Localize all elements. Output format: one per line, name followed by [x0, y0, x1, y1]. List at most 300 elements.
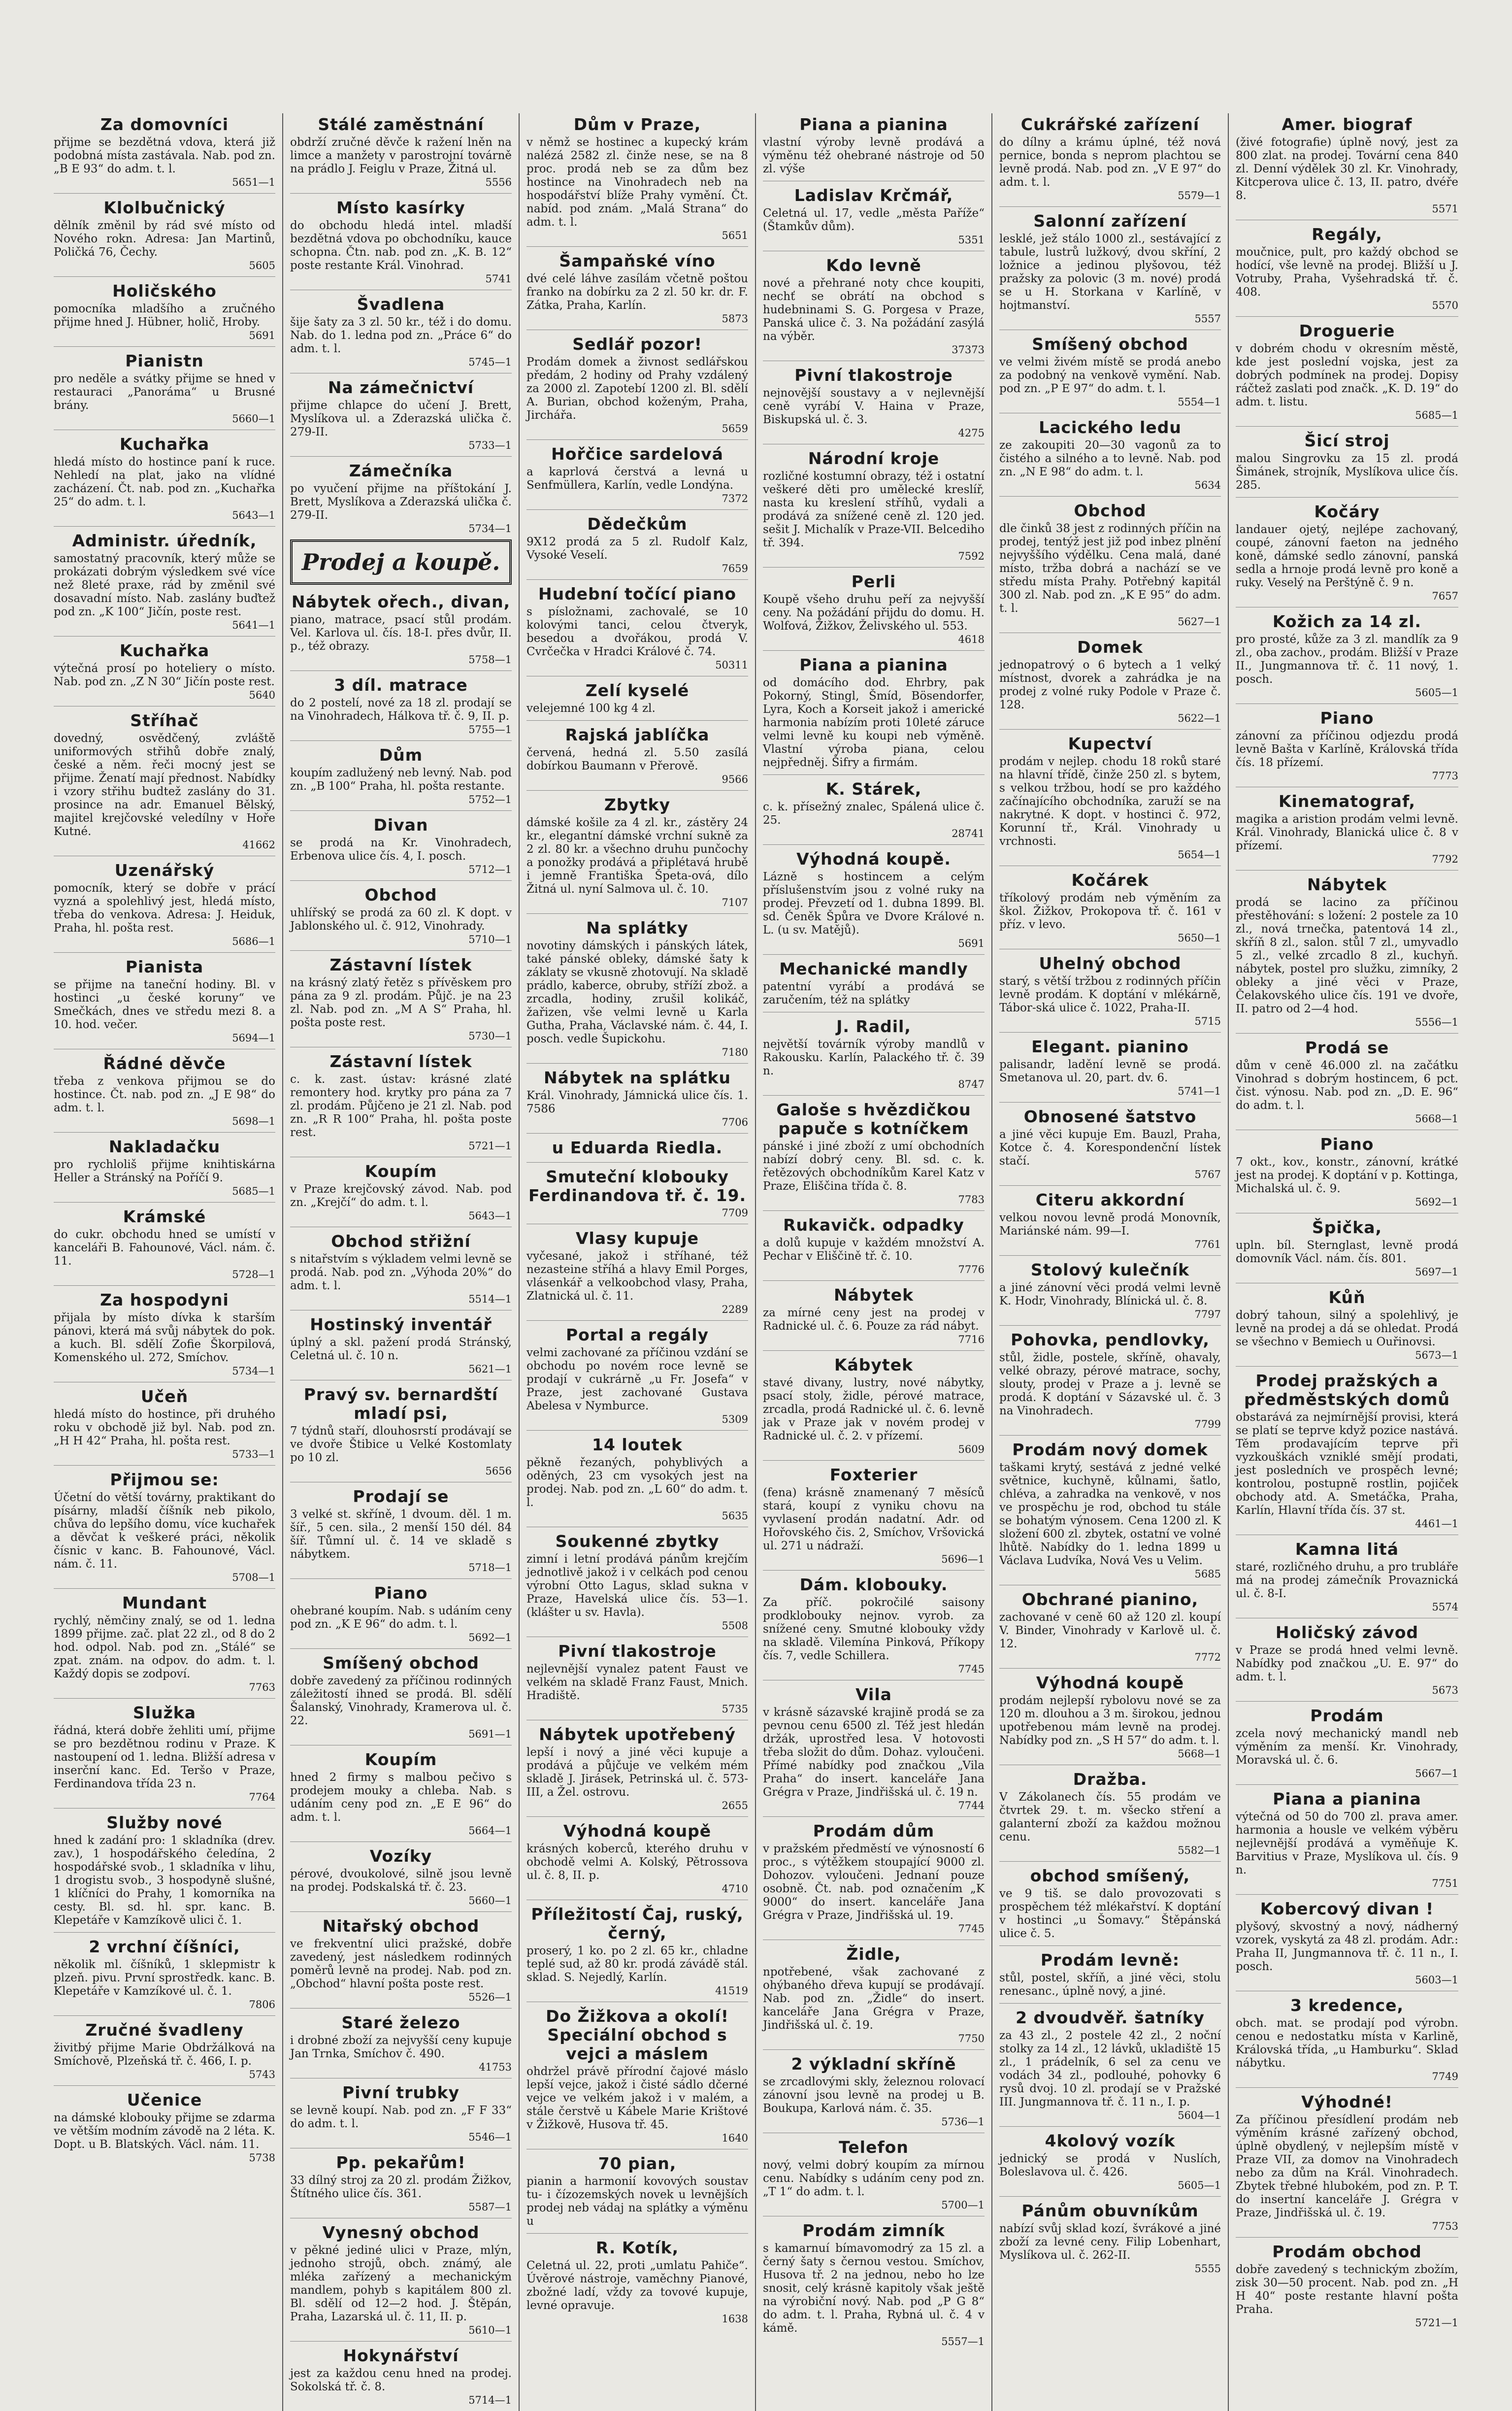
- ad-heading: Piana a pianina: [1273, 1789, 1421, 1808]
- ad-reference-number: 5738: [249, 2152, 275, 2164]
- ad-body: Lázně s hostincem a celým příslušenstvím jsou z volné ruky na prodej. Převzetí od 1. dubna 1899. Bl. sd. Čeněk Špůra ve Dvore Králové n. L. (u sv. Matějů).: [763, 871, 985, 937]
- ad-reference-number: 7657: [1432, 590, 1458, 602]
- ad-heading: Hudební točící piano: [538, 584, 737, 603]
- classified-ad: [54, 526, 275, 631]
- classified-ad: [999, 1032, 1221, 1097]
- ad-heading: Staré železo: [341, 2013, 460, 2032]
- ad-heading: Amer. biograf: [1282, 115, 1413, 134]
- ad-reference-number: 7706: [722, 1116, 748, 1128]
- classified-ad: [526, 115, 748, 241]
- classified-ad: [54, 952, 275, 1044]
- ad-heading: Rukavičk. odpadky: [783, 1215, 964, 1235]
- classified-ad: [526, 1224, 748, 1315]
- ad-body: dle činků 38 jest z rodinných příčin na prodej, tentýž jest již pod inbez plnění nejvyššího výdělku. Cena malá, dané místo, tržba dobrá a nachází se ve středu místa Prahy. Potřebný kapitál 300 zl. Nab. pod zn. „K E 95“ do adm. t. l.: [999, 522, 1221, 615]
- ad-body: Koupě všeho druhu peří za nejvyšší ceny. Na požádání přijdu do domu. H. Wolfová, Žižkov, Želivského ul. 553.: [763, 593, 985, 633]
- classified-ad: [526, 1133, 748, 1157]
- ad-heading: Administr. úředník,: [72, 531, 257, 550]
- ad-reference-number: 7764: [249, 1791, 275, 1803]
- classified-ad: [999, 2196, 1221, 2275]
- ad-heading: Pivní tlakostroje: [794, 366, 953, 385]
- ad-reference-number: 5700—1: [941, 2199, 985, 2211]
- classified-ad: [54, 706, 275, 851]
- ad-body: (fena) krásně znamenaný 7 měsíců stará, koupí z vyniku chovu na vyvlasení prodán nadatní. Adr. od Hořovského čis. 2, Smíchov, Vršovická ul. 271 u nádraží.: [763, 1486, 985, 1552]
- ad-heading: Zbytky: [604, 795, 671, 814]
- ad-heading: Uzenářský: [114, 861, 215, 880]
- ad-reference-number: 9566: [722, 773, 748, 785]
- ad-reference-number: 7592: [958, 550, 985, 562]
- ad-reference-number: 5579—1: [1178, 190, 1221, 201]
- ad-body: proserý, 1 ko. po 2 zl. 65 kr., chladne teplé sud, až 80 kr. prodá závádě stál. sklad. S. Nejedlý, Karlín.: [526, 1944, 748, 1984]
- classified-ad: [763, 774, 985, 839]
- ad-body: se zrcadlovými skly, železnou rolovací zánovní jsou levně na prodej u B. Boukupa, Karlová nám. č. 35.: [763, 2076, 985, 2115]
- ad-reference-number: 7107: [722, 897, 748, 908]
- ad-reference-number: 7749: [1432, 2071, 1458, 2082]
- ad-body: c. k. zast. ústav: krásné zlaté remontery hod. krytky pro pána za 7 zl. prodám. Půjčeno je 21 zl. Nab. pod zn. „R R 100“ Praha, hl. pošta poste rest.: [290, 1073, 512, 1139]
- ad-heading: Soukenné zbytky: [555, 1532, 720, 1551]
- ad-body: uhlířský se prodá za 60 zl. K dopt. v Jablonského ul. č. 912, Vinohrady.: [290, 906, 512, 933]
- ad-heading: Nábytek upotřebený: [539, 1725, 736, 1744]
- ad-reference-number: 5351: [958, 234, 985, 246]
- ad-heading: Národní kroje: [808, 449, 940, 468]
- ad-heading: Portal a regály: [565, 1325, 709, 1344]
- classified-ad: [1236, 2237, 1458, 2329]
- ad-reference-number: 5526—1: [468, 1991, 512, 2003]
- ad-reference-number: 5609: [958, 1443, 985, 1455]
- ad-body: stůl, postel, skříň, a jiné věci, stolu renesanc., úplně nový, a jiné.: [999, 1972, 1221, 1998]
- ad-heading: Služby nové: [106, 1813, 223, 1832]
- ad-heading: Nábytek ořech., divan,: [291, 592, 511, 611]
- classified-ad: [526, 1637, 748, 1715]
- ad-reference-number: 4618: [958, 634, 985, 645]
- ad-body: npotřebené, však zachované z ohýbaného dřeva kupují se prodávají. Nab. pod zn. „Židle“ do insert. kanceláře Jana Grégra v Praze, Jindřišská ul. č. 19.: [763, 1966, 985, 2032]
- classified-ad: [999, 866, 1221, 944]
- classified-ad: [290, 1578, 512, 1643]
- classified-ad: [1236, 1701, 1458, 1779]
- ad-body: i drobné zboží za nejvyšší ceny kupuje Jan Trnka, Smíchov č. 490.: [290, 2034, 512, 2060]
- ad-body: c. k. přísežný znalec, Spálená ulice č. 25.: [763, 801, 985, 827]
- ad-body: na krásný zlatý řetěz s přívěskem pro pána za 9 zl. prodám. Půjč. je na 23 zl. Nab. pod zn. „M A S“ Praha, hl. pošta poste rest.: [290, 976, 512, 1029]
- ad-heading: Salonní zařízení: [1033, 211, 1187, 231]
- ad-reference-number: 5691—1: [468, 1728, 512, 1740]
- classified-ad: [999, 1945, 1221, 1998]
- ad-heading: Ladislav Krčmář,: [794, 186, 953, 205]
- ad-heading: Pravý sv. bernardští mladí psi,: [303, 1385, 498, 1423]
- ad-heading: Pp. pekařům!: [336, 2153, 466, 2172]
- classified-ad: [763, 1095, 985, 1206]
- ad-heading: Cukrářské zařízení: [1020, 115, 1200, 134]
- ad-reference-number: 5685—1: [232, 1185, 275, 1197]
- ad-body: v pěkné jediné ulici v Praze, mlýn, jednoho strojů, obch. známý, ale mléka zařízený a mechanickým mandlem, pohyb s kapitálem 800 zl. Bl. sdělí od 12—2 hod. J. Štěpán, Praha, Lazarská ul. č. 11, II. p.: [290, 2244, 512, 2323]
- classified-ad: [1236, 787, 1458, 865]
- ad-reference-number: 7799: [1194, 1418, 1221, 1430]
- ad-body: velmi zachované za příčinou vzdání se obchodu po novém roce levně se prodají v cukrárně „u Fr. Josefa“ v Praze, jest zachované Gustava Abelesa v Nymburce.: [526, 1346, 748, 1412]
- ad-heading: Telefon: [839, 2138, 909, 2157]
- ad-body: v Praze se prodá hned velmi levně. Nabídky pod značkou „U. E. 97“ do adm. t. l.: [1236, 1644, 1458, 1683]
- classified-ad: [1236, 1130, 1458, 1208]
- ad-heading: 3 kredence,: [1290, 1996, 1404, 2015]
- ad-heading: Prodej pražských a předměstských domů: [1244, 1371, 1450, 1409]
- classified-ad: [290, 1745, 512, 1837]
- ad-heading: Prodám: [1310, 1706, 1384, 1725]
- classified-ad: [526, 1720, 748, 1811]
- ad-heading: Koupím: [364, 1162, 437, 1181]
- ad-reference-number: 5691: [958, 938, 985, 949]
- ad-body: ohebrané koupím. Nab. s udáním ceny pod zn. „K E 96“ do adm. t. l.: [290, 1605, 512, 1631]
- classified-ad: [999, 206, 1221, 325]
- ad-body: jest za každou cenu hned na prodej. Sokolská tř. č. 8.: [290, 2367, 512, 2393]
- classified-ad: [290, 2148, 512, 2213]
- ad-body: dům v ceně 46.000 zl. na začátku Vinohrad s dobrým hostincem, 6 pct. čist. výnosu. Nab. pod zn. „D. E. 96“ do adm. t. l.: [1236, 1059, 1458, 1112]
- classified-ad: [526, 1430, 748, 1522]
- classified-ad: [999, 413, 1221, 491]
- ad-reference-number: 5603—1: [1415, 1974, 1458, 1986]
- column-3: [520, 113, 756, 2411]
- ad-reference-number: 5696—1: [941, 1553, 985, 1565]
- ad-reference-number: 5651—1: [232, 176, 275, 188]
- classified-ad: [999, 1325, 1221, 1430]
- ad-reference-number: 5660—1: [232, 413, 275, 425]
- ad-heading: Na splátky: [586, 918, 689, 938]
- ad-heading: Výhodná koupě: [1036, 1673, 1184, 1692]
- classified-ad: [1236, 1283, 1458, 1361]
- ad-body: nabízí svůj sklad kozí, švrákové a jiné zboží za levné ceny. Filip Lobenhart, Myslíkova ul. č. 262-II.: [999, 2222, 1221, 2262]
- ad-body: v pražském předměstí ve výnosností 6 proc., s výtěžkem stoupající 9000 zl. Dohozov. vyloučeni. Jednaní pouze osobně. Čt. nab. pod označením „K 9000“ do insert. kanceláře Jana Grégra v Praze, Jindřišská ul. 19.: [763, 1842, 985, 1922]
- ad-body: velejemné 100 kg 4 zl.: [526, 702, 656, 715]
- ad-heading: Kupectví: [1068, 734, 1152, 753]
- ad-reference-number: 5708—1: [232, 1572, 275, 1583]
- ad-body: patentní vyrábí a prodává se zaručením, též na splátky: [763, 980, 985, 1006]
- ad-heading: Za domovníci: [100, 115, 229, 134]
- ad-body: s nitařstvím s výkladem velmi levně se prodá. Nab. pod zn. „Výhoda 20%“ do adm. t. l.: [290, 1253, 512, 1292]
- classified-ad: [290, 1648, 512, 1740]
- ad-body: pro prosté, kůže za 3 zl. mandlík za 9 zl., oba zachov., prodám. Bližší v Praze II., Jungmannova tř. č. 11 nový, 1. posch.: [1236, 633, 1458, 686]
- ad-heading: Pivní trubky: [342, 2083, 460, 2102]
- ad-body: Za příč. pokročilé saisony prodklobouky nejnov. vyrob. za snížené ceny. Smutné klobouky vždy na skladě. Vilemína Pinková, Příkopy čís. 7, vedle Schillera.: [763, 1596, 985, 1662]
- classified-ad: [526, 790, 748, 908]
- classified-ad: [526, 1320, 748, 1425]
- ad-heading: Židle,: [846, 1944, 901, 1964]
- ad-heading: Nábytek na splátku: [544, 1068, 731, 1087]
- ad-reference-number: 5743: [249, 2069, 275, 2080]
- ad-reference-number: 5728—1: [232, 1269, 275, 1280]
- ad-body: zimní i letní prodává pánům krejčím jednotlivě jakož i v celkách pod cenou výrobní Otto Lagus, sklad sukna v Praze, Havelská ulice čís. 53—1. (klášter u sv. Havla).: [526, 1553, 748, 1619]
- ad-reference-number: 7709: [722, 1207, 748, 1219]
- ad-reference-number: 5697—1: [1415, 1266, 1458, 1278]
- ad-reference-number: 7776: [958, 1264, 985, 1275]
- ad-reference-number: 2655: [722, 1800, 748, 1811]
- ad-body: a jiné zánovní věci prodá velmi levně K. Hodr, Vinohrady, Blínická ul. č. 8.: [999, 1281, 1221, 1307]
- ad-heading: u Eduarda Riedla.: [552, 1138, 723, 1157]
- ad-reference-number: 5651: [722, 230, 748, 241]
- classified-ad: [763, 1460, 985, 1565]
- ad-body: (živé fotografie) úplně nový, jest za 800 zlat. na prodej. Tovární cena 840 zl. Denní výdělek 30 zl. Kr. Vinohrady, Kitcperova ulice č. 13, II. patro, dvéře 8.: [1236, 136, 1458, 202]
- ad-heading: Prodá se: [1305, 1038, 1389, 1057]
- ad-body: stavé divany, lustry, nové nábytky, psací stoly, židle, pérové matrace, zrcadla, prodá Radnické ul. č. 6. levně jak v Praze jak v novém prodej v Radnické ul. č. 2. v přízemí.: [763, 1376, 985, 1442]
- ad-body: pěkně řezaných, pohyblivých a oděných, 23 cm vysokých jest na prodej. Nab. pod zn. „L 60“ do adm. t. l.: [526, 1456, 748, 1509]
- ad-heading: Šicí stroj: [1304, 431, 1390, 450]
- ad-reference-number: 5758—1: [468, 654, 512, 666]
- ad-body: pérové, dvoukolové, silně jsou levně na prodej. Podskalská tř. č. 23.: [290, 1868, 512, 1894]
- classified-ad: [290, 1380, 512, 1477]
- ad-reference-number: 7659: [722, 563, 748, 574]
- classifieds-page: [47, 113, 1465, 2406]
- classified-ad: [290, 1047, 512, 1152]
- classified-ad: [290, 290, 512, 368]
- ad-body: se levně koupí. Nab. pod zn. „F F 33“ do adm. t. l.: [290, 2104, 512, 2130]
- ad-heading: Výhodná koupě.: [796, 849, 951, 869]
- ad-heading: Kábytek: [834, 1355, 914, 1374]
- classified-ad: [290, 880, 512, 945]
- ad-reference-number: 5574: [1432, 1601, 1458, 1613]
- ad-heading: Hokynářství: [343, 2346, 459, 2365]
- ad-heading: Piano: [374, 1583, 428, 1603]
- ad-heading: Dám. klobouky.: [799, 1575, 948, 1594]
- classified-ad: [290, 1482, 512, 1574]
- ad-reference-number: 5733—1: [232, 1448, 275, 1460]
- ad-reference-number: 5582—1: [1178, 1844, 1221, 1856]
- ad-body: přijme se bezdětná vdova, která již podobná místa zastávala. Nab. pod zn. „B E 93“ do adm. t. l.: [54, 136, 275, 175]
- ad-body: hledá místo do hostince, při druhého roku v obchodě již byl. Nab. pod zn. „H H 42“ Praha, hl. pošta rest.: [54, 1408, 275, 1447]
- ad-heading: Zástavní lístek: [329, 955, 472, 974]
- ad-reference-number: 5715: [1194, 1015, 1221, 1027]
- ad-heading: Rajská jablíčka: [565, 725, 710, 744]
- ad-reference-number: 7753: [1432, 2220, 1458, 2232]
- classified-ad: [1236, 2087, 1458, 2232]
- classified-ad: [54, 2015, 275, 2080]
- ad-heading: Prodám nový domek: [1012, 1440, 1208, 1459]
- ad-body: do cukr. obchodu hned se umístí v kanceláři B. Fahounové, Václ. nám. č. 11.: [54, 1228, 275, 1268]
- ad-reference-number: 4710: [722, 1883, 748, 1895]
- ad-body: výtečná prosí po hoteliery o místo. Nab. pod zn. „Z N 30“ Jičín poste rest.: [54, 662, 275, 688]
- ad-body: v Praze krejčovský závod. Nab. pod zn. „Krejčí“ do adm. t. l.: [290, 1183, 512, 1209]
- ad-heading: Pánům obuvníkům: [1021, 2201, 1199, 2220]
- ad-heading: Na zámečnictví: [328, 378, 474, 397]
- ad-heading: Smuteční klobouky Ferdinandova tř. č. 19.: [528, 1167, 747, 1205]
- ad-reference-number: 7772: [1194, 1651, 1221, 1663]
- ad-body: se přijme na taneční hodiny. Bl. v hostinci „u české koruny“ ve Smečkách, dnes ve středu mezi 8. a 10. hod. večer.: [54, 978, 275, 1031]
- ad-body: lepší i nový a jiné věci kupuje a prodává a půjčuje ve velkém mém skladě J. Jirásek, Petrinská ul. č. 573-III, a Žel. ostrovu.: [526, 1746, 748, 1799]
- ad-heading: Hostinský inventář: [310, 1315, 492, 1334]
- ad-reference-number: 5557—1: [941, 2336, 985, 2347]
- ad-body: magika a aristion prodám velmi levně. Král. Vinohrady, Blanická ulice č. 8 v přízemí.: [1236, 813, 1458, 852]
- classified-ad: [290, 1310, 512, 1375]
- ad-reference-number: 5556: [485, 176, 512, 188]
- classified-ad: [54, 1588, 275, 1693]
- ad-body: dovedný, osvědčený, zvláště uniformových střihů dobře znalý, české a něm. řeči mocný jest se přijme. Ženatí mají přednost. Nabídky i vzory střihu budtež zaslány do 31. prosince na adr. Emanuel Bělský, majitel krejčovské veledílny v Hoře Kutné.: [54, 732, 275, 838]
- ad-heading: Prodám zimník: [802, 2221, 945, 2240]
- ad-body: do 2 postelí, nové za 18 zl. prodají se na Vinohradech, Hálkova tř. č. 9, II. p.: [290, 697, 512, 723]
- ad-body: ohdržel právě přírodní čajové máslo lepší vejce, jakož i čisté sádlo dčerné vejce ve velkém jakož i v malém, a stále čerstvě u Kábele Marie Krištové v Žižkově, Husova tř. 45.: [526, 2065, 748, 2131]
- classified-ad: [763, 844, 985, 949]
- ad-reference-number: 7751: [1432, 1877, 1458, 1889]
- ad-body: koupím zadlužený neb levný. Nab. pod zn. „B 100“ Praha, hl. pošta restante.: [290, 767, 512, 793]
- ad-reference-number: 5685: [1194, 1568, 1221, 1580]
- ad-heading: Kamna litá: [1295, 1540, 1399, 1559]
- ad-reference-number: 5627—1: [1178, 616, 1221, 628]
- ad-heading: Smíšený obchod: [1032, 335, 1188, 354]
- classified-ad: [999, 1255, 1221, 1320]
- classified-ad: [526, 246, 748, 325]
- ad-reference-number: 41753: [479, 2061, 512, 2073]
- ad-body: lesklé, jež stálo 1000 zl., sestávající z tabule, lustrů lužkový, dvou skříní, 2 ložnice a jedinou plyšovou, též pražsky za polovic (3 m. nové) prodá se u H. Storkana v Karlíně, v hojtmanství.: [999, 233, 1221, 312]
- ad-reference-number: 5557: [1194, 313, 1221, 325]
- ad-heading: Piano: [1320, 1135, 1374, 1154]
- ad-reference-number: 5691: [249, 330, 275, 341]
- classified-ad: [763, 181, 985, 246]
- ad-body: a dolů kupuje v každém množství A. Pechar v Eliščině tř. č. 10.: [763, 1237, 985, 1263]
- ad-body: jednopatrový o 6 bytech a 1 velký místnost, dvorek a zahrádka je na prodej z volné ruky Podole v Praze č. 128.: [999, 659, 1221, 711]
- ad-body: vyčesané, jakož i stříhané, též nezasteine stříhá a hlavy Emil Porges, vlásenkář a velkoobchod vlasy, Praha, Zlatnická ul. č. 11.: [526, 1250, 748, 1303]
- ad-heading: Kočárek: [1071, 871, 1149, 890]
- ad-reference-number: 5554—1: [1178, 396, 1221, 408]
- ad-reference-number: 7745: [958, 1663, 985, 1675]
- ad-body: řádná, která dobře žehliti umí, přijme se pro bezdětnou rodinu v Praze. K nastoupení od 1. ledna. Bližší adresa v inserční kanc. Ed. Teršo v Praze, Ferdinandova třída 23 n.: [54, 1724, 275, 1790]
- ad-reference-number: 7773: [1432, 770, 1458, 782]
- ad-heading: Učeň: [140, 1387, 189, 1406]
- ad-body: několik ml. číšníků, 1 sklepmistr k plzeň. pivu. První sprostředk. kanc. B. Klepetáře v Kamzíkové ul. č. 1.: [54, 1958, 275, 1998]
- ad-body: v krásně sázavské krajině prodá se za pevnou cenu 6500 zl. Též jest hledán držák, uprostřed lesa. V hotovosti třeba složit do dům. Dohaz. vyloučeni. Přímé nabídky pod značkou „Vila Praha“ do insert. kanceláře Jana Grégra v Praze, Jindřišská ul. č. 19 n.: [763, 1706, 985, 1799]
- ad-heading: Obchod: [364, 885, 437, 904]
- classified-ad: [763, 251, 985, 356]
- ad-heading: Výhodná koupě: [563, 1821, 712, 1841]
- ad-body: upln. bíl. Sternglast, levně prodá domovník Václ. nám. čís. 801.: [1236, 1239, 1458, 1265]
- ad-reference-number: 5634: [1194, 479, 1221, 491]
- classified-ad: [763, 444, 985, 562]
- ad-reference-number: 5685—1: [1415, 409, 1458, 421]
- ad-body: s písložnami, zachovalé, se 10 kolovými tanci, celou čtveryk, besedou a dvořákou, prodá V. Cvrčečka v Hradci Králové č. 74.: [526, 605, 748, 658]
- ad-reference-number: 5734—1: [232, 1365, 275, 1377]
- ad-reference-number: 41662: [242, 839, 275, 851]
- ad-reference-number: 5755—1: [468, 724, 512, 736]
- ad-reference-number: 5733—1: [468, 439, 512, 451]
- ad-body: piano, matrace, psací stůl prodám. Vel. Karlova ul. čís. 18-I. přes dvůr, II. p., též obrazy.: [290, 613, 512, 653]
- ad-reference-number: 5721—1: [468, 1140, 512, 1152]
- ad-heading: Přijmou se:: [110, 1470, 219, 1489]
- classified-ad: [526, 2233, 748, 2325]
- ad-reference-number: 2289: [722, 1304, 748, 1315]
- ad-body: hledá místo do hostince paní k ruce. Nehledí na plat, jako na vlídné zacházení. Čt. nab. pod zn. „Kuchařka 25“ do adm. t. l.: [54, 456, 275, 508]
- section-banner: Prodej a koupě.: [290, 539, 512, 585]
- ad-heading: K. Stárek,: [825, 779, 922, 799]
- classified-ad: [526, 1162, 748, 1219]
- ad-reference-number: 50311: [715, 659, 748, 671]
- ad-heading: Hořčice sardelová: [551, 444, 723, 464]
- ad-body: dvé celé láhve zasílám včetně poštou franko na dobírku za 2 zl. 50 kr. dr. F. Zátka, Praha, Karlín.: [526, 272, 748, 312]
- ad-reference-number: 5673: [1432, 1684, 1458, 1696]
- ad-reference-number: 7761: [1194, 1239, 1221, 1250]
- classified-ad: [999, 633, 1221, 724]
- classified-ad: [526, 1063, 748, 1128]
- ad-heading: Zelí kyselé: [585, 681, 690, 700]
- ad-reference-number: 5556—1: [1415, 1016, 1458, 1028]
- ad-body: ve 9 tiš. se dalo provozovati s prospěchem též mlékařství. K doptání v hostinci „u Šomavy.“ Štěpánská ulice č. 5.: [999, 1887, 1221, 1940]
- ad-heading: Obchod: [1074, 501, 1147, 520]
- ad-body: Prodám domek a živnost sedlářskou předám, 2 hodiny od Prahy vzdálený za 2000 zl. Zapotebí 1200 zl. Bl. sdělí A. Burian, obchod koženým, Praha, Jirchářa.: [526, 356, 748, 422]
- classified-ad: [290, 2008, 512, 2073]
- ad-heading: 14 loutek: [592, 1435, 683, 1454]
- ad-heading: Šampaňské víno: [559, 251, 716, 270]
- ad-reference-number: 5745—1: [468, 356, 512, 368]
- classified-ad: [290, 593, 512, 666]
- column-1: [47, 113, 283, 2411]
- ad-body: samostatný pracovník, který může se prokázati dobrým výsledkem své více než 8leté praxe, rád by změnil své dosavadní místo. Nab. zaslány buďtež pod zn. „K 100“ Jičín, poste rest.: [54, 552, 275, 618]
- classified-ad: [54, 193, 275, 271]
- classified-ad: [1236, 1033, 1458, 1125]
- ad-body: pomocníka mladšího a zručného přijme hned J. Hübner, holič, Hroby.: [54, 302, 275, 329]
- ad-body: taškami krytý, sestává z jedné velké světnice, kuchyně, kůlnami, šatlo, chléva, a zahradka na venkově, v nos ve prospěchu je rod, obchod tu stále se bohatým výnosem. Cena 1200 zl. K složení 600 zl. zbytek, ostatní ve volné lhůtě. Nabídky do 1. ledna 1899 u Václava Ludvíka, Nová Ves u Velim.: [999, 1461, 1221, 1567]
- ad-body: 7 týdnů staří, dlouhosrstí prodávají se ve dvoře Štibice u Velké Kostomlaty po 10 zl.: [290, 1425, 512, 1464]
- classified-ad: [1236, 1366, 1458, 1530]
- ad-heading: Obchod střižní: [331, 1232, 471, 1251]
- ad-heading: Dražba.: [1073, 1770, 1148, 1789]
- ad-reference-number: 5660—1: [468, 1895, 512, 1907]
- classified-ad: [763, 2049, 985, 2128]
- classified-ad: [999, 1668, 1221, 1760]
- classified-ad: [54, 1698, 275, 1803]
- classified-ad: [54, 1932, 275, 2010]
- classified-ad: [290, 193, 512, 285]
- classified-ad: [1236, 220, 1458, 311]
- classified-ad: [999, 115, 1221, 201]
- ad-body: nejnovější soustavy a v nejlevnější ceně vyrábí V. Haina v Praze, Biskupská ul. č. 3.: [763, 387, 985, 426]
- classified-ad: [54, 1382, 275, 1460]
- classified-ad: [526, 2149, 748, 2228]
- ad-body: staré, rozličného druhu, a pro trubláře má na prodej zámečník Provaznická ul. č. 8-I.: [1236, 1561, 1458, 1600]
- ad-body: 7 okt., kov., konstr., zánovní, krátké jest na prodej. K doptání v p. Kottinga, Michalská ul. č. 9.: [1236, 1156, 1458, 1195]
- ad-heading: 3 díl. matrace: [334, 675, 468, 695]
- ad-heading: Obnosené šatstvo: [1023, 1107, 1197, 1126]
- ad-reference-number: 5692—1: [1415, 1196, 1458, 1208]
- ad-heading: Prodám dům: [813, 1821, 935, 1841]
- ad-reference-number: 5741: [485, 273, 512, 285]
- ad-reference-number: 5712—1: [468, 864, 512, 875]
- ad-reference-number: 7744: [958, 1800, 985, 1811]
- classified-ad: [763, 1012, 985, 1090]
- ad-body: v dobrém chodu v okresním městě, kde jest poslední vojska, jest za dobrých podmínek na prodej. Dopisy ráčtež zaslati pod značk. „K. D. 19“ do adm. t. listu.: [1236, 342, 1458, 408]
- classified-ad: [54, 1202, 275, 1280]
- ad-body: Král. Vinohrady, Jámnická ulice čís. 1. 7586: [526, 1089, 748, 1115]
- classified-ad: [54, 1049, 275, 1127]
- ad-reference-number: 28741: [952, 828, 985, 839]
- classified-ad: [54, 276, 275, 341]
- classified-ad: [999, 729, 1221, 861]
- classified-ad: [763, 1210, 985, 1275]
- ad-heading: Kuchařka: [119, 435, 210, 454]
- ad-reference-number: 5605: [249, 260, 275, 271]
- ad-heading: Kobercový divan !: [1260, 1899, 1434, 1918]
- ad-heading: Holičský závod: [1275, 1623, 1419, 1642]
- ad-body: landauer ojetý, nejlépe zachovaný, coupé, zánovní faeton na jedného koně, dámské sedlo zánovní, panská sedla a hrnoje prodá levně pro koně a ruky. Veselý na Perštýně č. 9 n.: [1236, 523, 1458, 589]
- ad-reference-number: 1640: [722, 2132, 748, 2144]
- ad-heading: Stálé zaměstnání: [318, 115, 484, 134]
- ad-body: nejlevnější vynalez patent Faust ve velkém na skladě Franz Faust, Mnich. Hradiště.: [526, 1663, 748, 1702]
- classified-ad: [763, 567, 985, 645]
- ad-body: ze zakoupiti 20—30 vagonů za to čistého a silného a to levně. Nab. pod zn. „N E 98“ do adm. t. l.: [999, 439, 1221, 478]
- ad-heading: Regály,: [1312, 225, 1382, 244]
- classified-ad: [1236, 1894, 1458, 1986]
- classified-ad: [1236, 1213, 1458, 1278]
- classified-ad: [763, 1280, 985, 1345]
- classified-ad: [763, 2133, 985, 2211]
- classified-ad: [763, 1350, 985, 1455]
- ad-heading: Foxterier: [829, 1465, 918, 1484]
- classified-ad: [1236, 870, 1458, 1028]
- ad-heading: 2 výkladní skříně: [791, 2054, 956, 2074]
- classified-ad: [290, 2078, 512, 2143]
- ad-body: zachované v ceně 60 až 120 zl. koupí V. Binder, Vinohrady v Karlově ul. č. 12.: [999, 1611, 1221, 1650]
- classified-ad: [763, 954, 985, 1007]
- ad-body: červená, hedná zl. 5.50 zasílá dobírkou Baumann v Přerově.: [526, 746, 748, 772]
